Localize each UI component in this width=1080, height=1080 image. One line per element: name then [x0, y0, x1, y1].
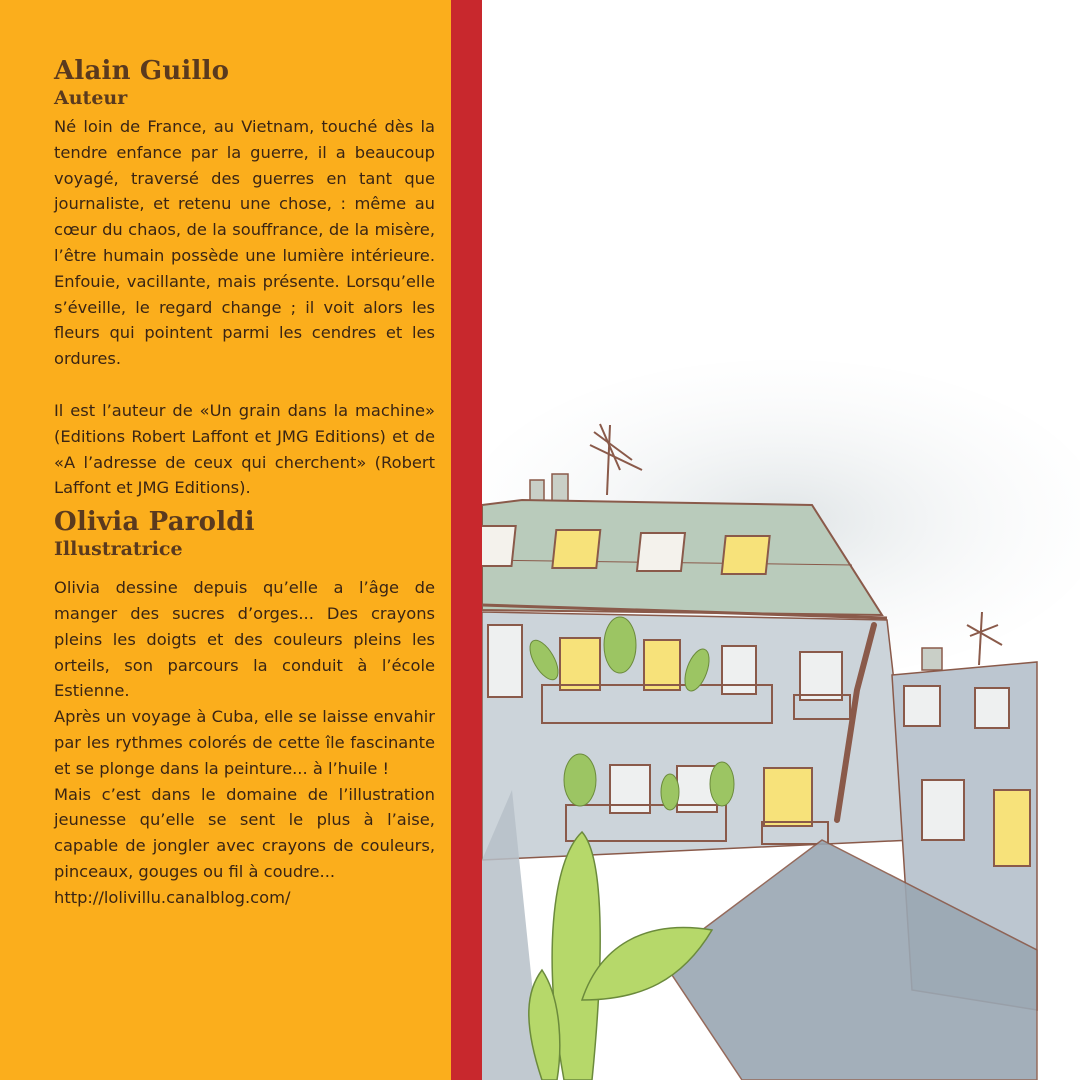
author-bio-paragraph-1: Né loin de France, au Vietnam, touché dès la tendre enfance par la guerre, il a beaucoup voyagé, traversé des guerres en tant que journaliste, et retenu une chose, : même au cœur du chaos, de la souffrance, de la misère, l’être humain possède une lumière intérieure. Enfouie, vacillante, mais présente. Lorsqu’elle s’éveille, le regard change ; il voit alors les fleurs qui pointent parmi les cendres et les ordures. [54, 117, 435, 369]
author-name: Alain Guillo [54, 56, 230, 86]
author-role: Auteur [54, 87, 128, 109]
illustrator-role: Illustratrice [54, 538, 183, 561]
illustrator-website-link[interactable]: http://lolivillu.canalblog.com/ [54, 887, 291, 907]
illustrator-bio-paragraph-1: Olivia dessine depuis qu’elle a l’âge de manger des sucres d’orges... Des crayons pleins les doigts et des couleurs pleins les orteils, son parcours la conduit à l’école Estienne. [54, 578, 435, 701]
accent-band [451, 0, 482, 1080]
author-bio-paragraph-2: Il est l’auteur de «Un grain dans la machine» (Editions Robert Laffont et JMG Editions) et de «A l’adresse de ceux qui cherchent» (Robert Laffont et JMG Editions). [54, 400, 435, 498]
author-section [54, 56, 435, 501]
illustrator-section [54, 507, 435, 910]
illustrator-name: Olivia Paroldi [54, 507, 255, 538]
biography-panel [0, 0, 451, 1080]
illustration-panel [482, 0, 1080, 1080]
illustrator-bio-paragraph-3: Mais c’est dans le domaine de l’illustration jeunesse qu’elle se sent le plus à l’aise, capable de jongler avec crayons de couleurs, pinceaux, gouges ou fil à coudre... [54, 784, 435, 881]
illustrator-bio-paragraph-2: Après un voyage à Cuba, elle se laisse envahir par les rythmes colorés de cette île fascinante et se plonge dans la peinture... à l’huile ! [54, 707, 435, 778]
watercolor-parisian-buildings-illustration-icon [482, 0, 1080, 1080]
